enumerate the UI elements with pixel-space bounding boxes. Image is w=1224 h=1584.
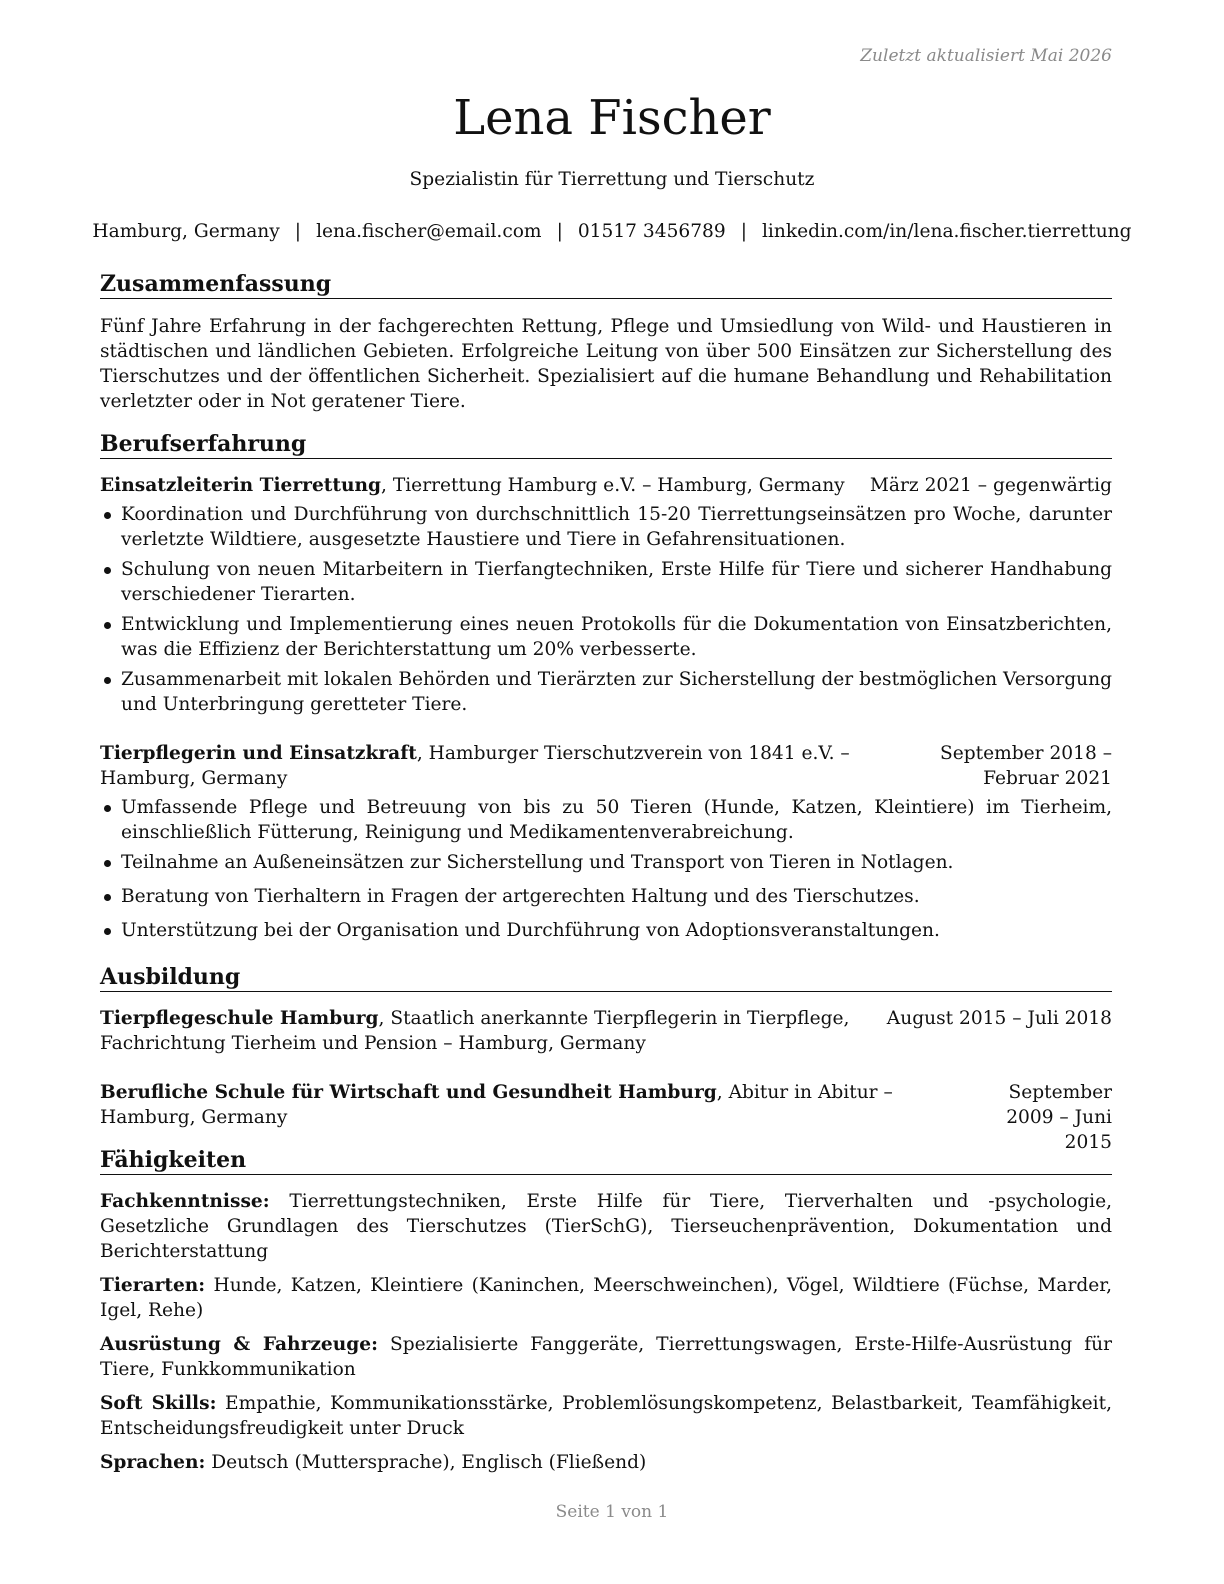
person-name: Lena Fischer xyxy=(453,90,771,146)
job-entry xyxy=(100,741,1112,948)
contact-linkedin[interactable]: linkedin.com/in/lena.fischer.tierrettung xyxy=(761,221,1132,242)
section-title-education: Ausbildung xyxy=(100,963,1112,992)
skill-row xyxy=(100,1332,1112,1382)
skill-label: Soft Skills: xyxy=(100,1393,217,1414)
job-subtitle: Spezialistin für Tierrettung und Tierschutz xyxy=(409,169,815,190)
job-date: September 2018 – Februar 2021 xyxy=(876,741,1112,791)
job-role: Tierpflegerin und Einsatzkraft xyxy=(100,743,417,764)
list-item: Schulung von neuen Mitarbeitern in Tierfangtechniken, Erste Hilfe für Tiere und sicherer Handhabung verschiedener Tierarten. xyxy=(100,557,1112,607)
skill-row xyxy=(100,1450,1112,1475)
page-number: Seite 1 von 1 xyxy=(555,1502,669,1522)
skill-text: Hunde, Katzen, Kleintiere (Kaninchen, Meerschweinchen), Vögel, Wildtiere (Füchse, Marder, Igel, Rehe) xyxy=(100,1275,1112,1321)
education-header xyxy=(100,1080,1112,1153)
education-date: September 2009 – Juni 2015 xyxy=(972,1080,1112,1155)
education-date: August 2015 – Juli 2018 xyxy=(881,1006,1112,1031)
skill-row xyxy=(100,1391,1112,1441)
skill-row xyxy=(100,1189,1112,1264)
separator: | xyxy=(740,221,747,242)
list-item: Umfassende Pflege und Betreuung von bis zu 50 Tieren (Hunde, Katzen, Kleintiere) im Tierheim, einschließlich Fütterung, Reinigung und Medikamentenverabreichung. xyxy=(100,795,1112,845)
separator: | xyxy=(556,221,563,242)
skill-text: Empathie, Kommunikationsstärke, Problemlösungskompetenz, Belastbarkeit, Teamfähigkeit, Entscheidungsfreudigkeit unter Druck xyxy=(100,1393,1112,1439)
education-entry xyxy=(100,1080,1112,1153)
job-bullets xyxy=(100,502,1112,717)
degree-detail: , Abitur in Abitur – Hamburg, Germany xyxy=(100,1082,893,1128)
skills-section xyxy=(100,1189,1112,1484)
job-role: Einsatzleiterin Tierrettung xyxy=(100,475,382,496)
last-updated: Zuletzt aktualisiert Mai 2026 xyxy=(860,46,1112,66)
school-name: Berufliche Schule für Wirtschaft und Gesundheit Hamburg xyxy=(100,1082,717,1103)
skill-label: Sprachen: xyxy=(100,1452,206,1473)
skill-label: Tierarten: xyxy=(100,1275,206,1296)
school-name: Tierpflegeschule Hamburg xyxy=(100,1008,379,1029)
skill-row xyxy=(100,1273,1112,1323)
education-entry xyxy=(100,1006,1112,1056)
job-entry xyxy=(100,473,1112,722)
summary-text: Fünf Jahre Erfahrung in der fachgerechten Rettung, Pflege und Umsiedlung von Wild- und Haustieren in städtischen und ländlichen Gebieten. Erfolgreiche Leitung von über 500 Einsätzen zur Sicherstellung des Tierschutzes und der öffentlichen Sicherheit. Spezialisiert auf die humane Behandlung und Rehabilitation verletzter oder in Not geratener Tiere. xyxy=(100,316,1112,412)
job-date: März 2021 – gegenwärtig xyxy=(864,473,1112,498)
contact-phone[interactable]: 01517 3456789 xyxy=(577,221,726,242)
section-title-summary: Zusammenfassung xyxy=(100,270,1112,299)
list-item: Teilnahme an Außeneinsätzen zur Sicherstellung und Transport von Tieren in Notlagen. xyxy=(100,850,1112,875)
skill-text: Tierrettungstechniken, Erste Hilfe für Tiere, Tierverhalten und -psychologie, Gesetzliche Grundlagen des Tierschutzes (TierSchG), Tierseuchenprävention, Dokumentation und Berichterstattung xyxy=(100,1191,1112,1262)
job-header xyxy=(100,741,1112,791)
separator: | xyxy=(294,221,302,242)
list-item: Koordination und Durchführung von durchschnittlich 15-20 Tierrettungseinsätzen pro Woche, darunter verletzte Wildtiere, ausgesetzte Haustiere und Tiere in Gefahrensituationen. xyxy=(100,502,1112,552)
job-bullets xyxy=(100,795,1112,943)
list-item: Entwicklung und Implementierung eines neuen Protokolls für die Dokumentation von Einsatzberichten, was die Effizienz der Berichterstattung um 20% verbesserte. xyxy=(100,612,1112,662)
contact-line xyxy=(0,219,1224,244)
skill-label: Ausrüstung & Fahrzeuge: xyxy=(100,1334,378,1355)
job-org: , Tierrettung Hamburg e.V. – Hamburg, Germany xyxy=(381,475,845,496)
summary-section xyxy=(100,314,1112,414)
job-header xyxy=(100,473,1112,498)
list-item: Zusammenarbeit mit lokalen Behörden und Tierärzten zur Sicherstellung der bestmöglichen Versorgung und Unterbringung geretteter Tiere. xyxy=(100,667,1112,717)
list-item: Unterstützung bei der Organisation und Durchführung von Adoptionsveranstaltungen. xyxy=(100,918,1112,943)
section-title-skills: Fähigkeiten xyxy=(100,1146,1112,1175)
education-header xyxy=(100,1006,1112,1056)
degree-detail: , Staatlich anerkannte Tierpflegerin in Tierpflege, Fachrichtung Tierheim und Pension – Hamburg, Germany xyxy=(100,1008,850,1054)
section-title-experience: Berufserfahrung xyxy=(100,430,1112,459)
list-item: Beratung von Tierhaltern in Fragen der artgerechten Haltung und des Tierschutzes. xyxy=(100,884,1112,909)
contact-location: Hamburg, Germany xyxy=(92,221,280,242)
contact-email[interactable]: lena.fischer@email.com xyxy=(316,221,542,242)
skill-label: Fachkenntnisse: xyxy=(100,1191,270,1212)
job-org: , Hamburger Tierschutzverein von 1841 e.V. – Hamburg, Germany xyxy=(100,743,850,789)
skill-text: Spezialisierte Fanggeräte, Tierrettungswagen, Erste-Hilfe-Ausrüstung für Tiere, Funkkommunikation xyxy=(100,1334,1112,1380)
skill-text: Deutsch (Muttersprache), Englisch (Fließend) xyxy=(205,1452,647,1473)
